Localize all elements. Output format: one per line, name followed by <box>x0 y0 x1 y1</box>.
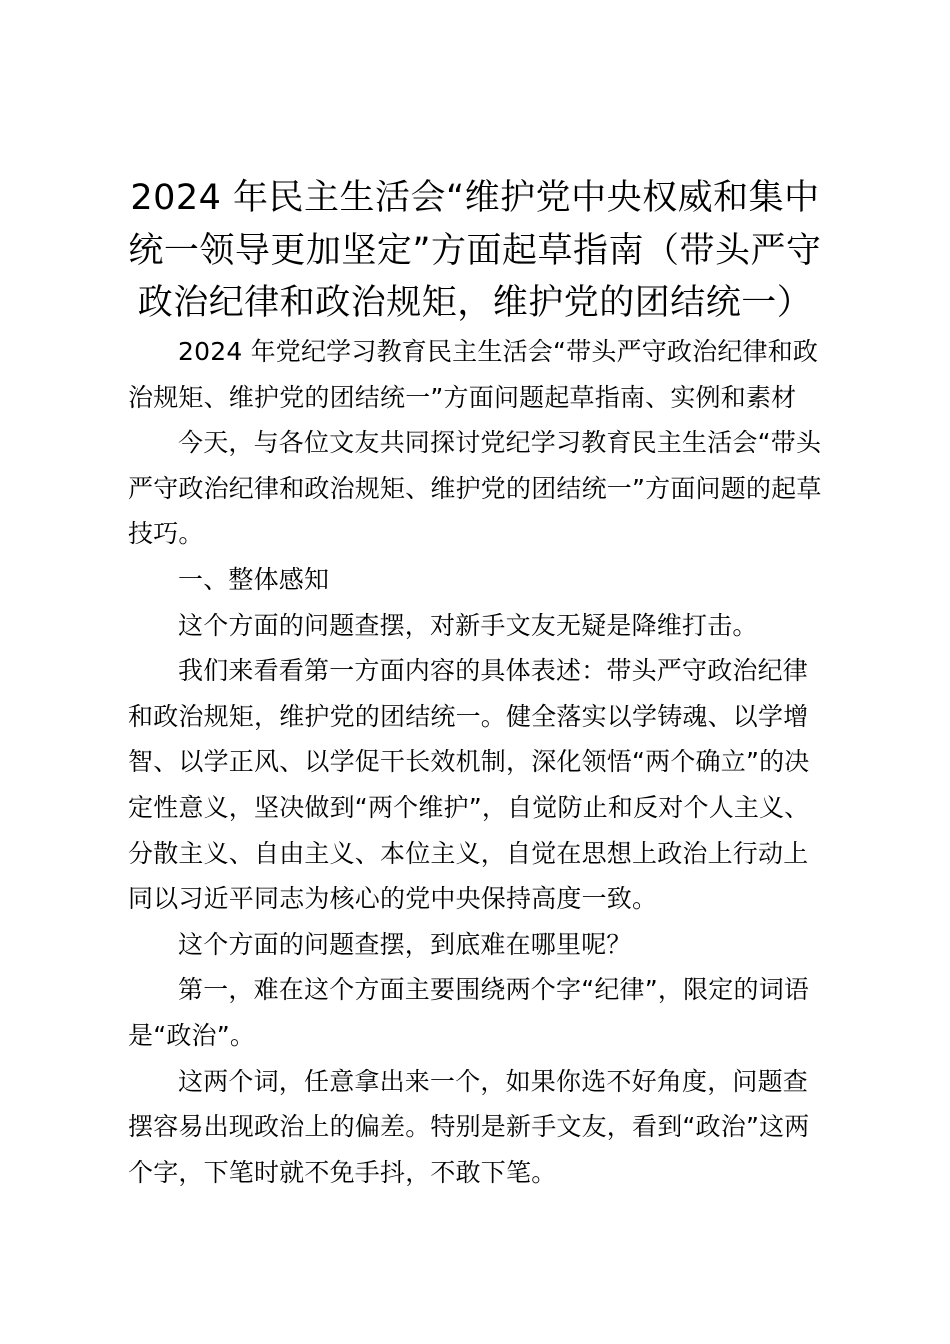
text-line: 摆容易出现政治上的偏差。特别是新手文友，看到“政治”这两 <box>128 1112 810 1142</box>
section-heading <box>128 557 828 603</box>
paragraph <box>128 603 828 649</box>
title-line: 政治纪律和政治规矩，维护党的团结统一） <box>137 283 813 323</box>
text-line: 今天，与各位文友共同探讨党纪学习教育民主生活会“带头 <box>178 428 822 458</box>
text-line: 这个方面的问题查摆，对新手文友无疑是降维打击。 <box>178 610 758 640</box>
paragraph <box>128 1059 828 1196</box>
document-body <box>128 329 828 1195</box>
text-line: 分散主义、自由主义、本位主义，自觉在思想上政治上行动上 <box>128 838 809 868</box>
text-line: 严守政治纪律和政治规矩、维护党的团结统一”方面问题的起草 <box>128 473 822 503</box>
paragraph-intro <box>128 420 828 557</box>
paragraph <box>128 922 828 968</box>
paragraph <box>128 967 828 1058</box>
text-line: 是“政治”。 <box>128 1020 256 1050</box>
text-line: 智、以学正风、以学促干长效机制，深化领悟“两个确立”的决 <box>128 747 810 777</box>
text-line: 这两个词，任意拿出来一个，如果你选不好角度，问题查 <box>178 1066 809 1096</box>
text-line: 2024 年党纪学习教育民主生活会“带头严守政治纪律和政 <box>178 337 819 366</box>
text-line: 个字，下笔时就不免手抖，不敢下笔。 <box>128 1157 557 1187</box>
text-line: 治规矩、维护党的团结统一”方面问题起草指南、实例和素材 <box>128 382 797 412</box>
title-line: 2024 年民主生活会“维护党中央权威和集中 <box>130 178 820 218</box>
paragraph-subtitle <box>128 329 828 420</box>
text-line: 这个方面的问题查摆，到底难在哪里呢？ <box>178 929 632 959</box>
text-line: 一、整体感知 <box>178 564 330 594</box>
text-line: 第一，难在这个方面主要围绕两个字“纪律”，限定的词语 <box>178 975 810 1005</box>
paragraph <box>128 648 828 922</box>
text-line: 技巧。 <box>128 519 204 549</box>
document-title <box>110 172 840 330</box>
text-line: 我们来看看第一方面内容的具体表述：带头严守政治纪律 <box>178 656 809 686</box>
text-line: 定性意义，坚决做到“两个维护”，自觉防止和反对个人主义、 <box>128 792 810 822</box>
title-line: 统一领导更加坚定”方面起草指南（带头严守 <box>128 230 822 271</box>
text-line: 和政治规矩，维护党的团结统一。健全落实以学铸魂、以学增 <box>128 701 809 731</box>
text-line: 同以习近平同志为核心的党中央保持高度一致。 <box>128 884 658 914</box>
